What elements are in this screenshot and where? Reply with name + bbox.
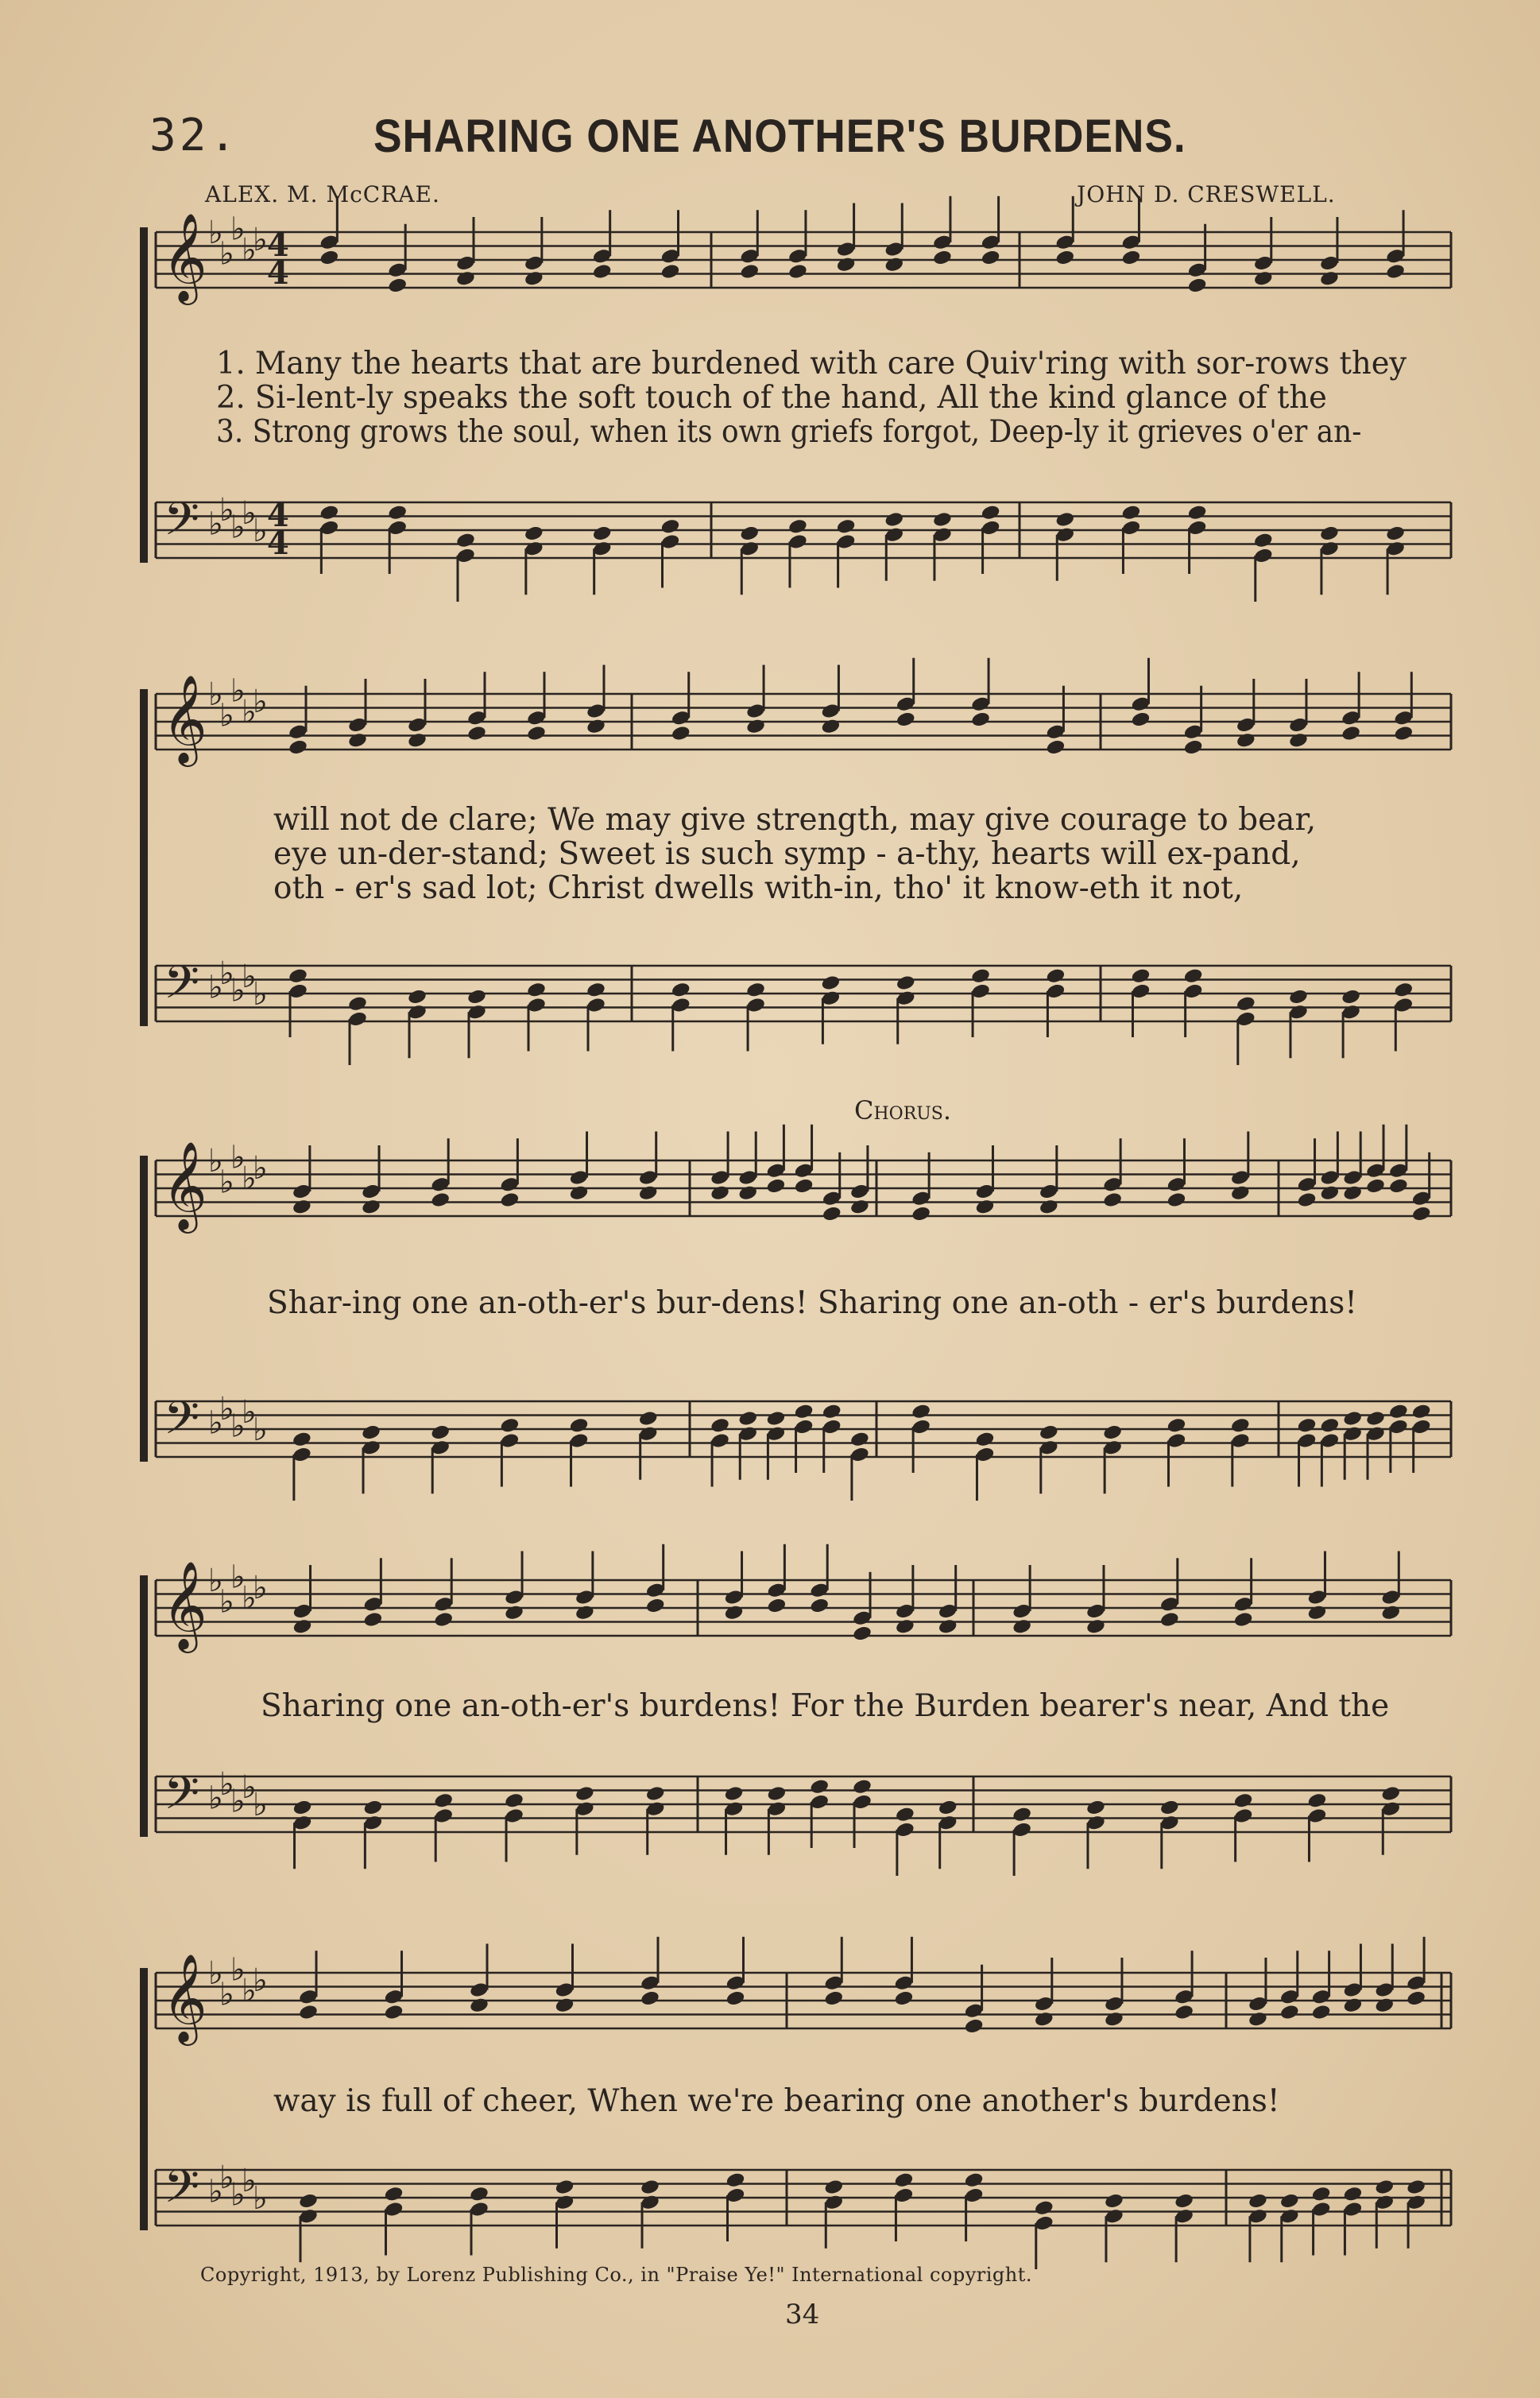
note-head <box>361 1198 381 1215</box>
bass-clef-icon: 𝄢 <box>164 955 200 1021</box>
system-brace <box>140 227 148 563</box>
note-head <box>726 1989 746 2007</box>
lyric-verse-1-line-2: will not de clare; We may give strength, may give courage to bear, <box>273 802 1317 838</box>
lyric-verse-1-line-1: 1. Many the hearts that are burdened with care Quiv'ring with sor-rows they <box>216 346 1407 382</box>
note-head <box>975 1198 996 1215</box>
note-head <box>911 1205 931 1222</box>
flat-sign-icon: ♭ <box>208 1779 223 1817</box>
system-brace <box>140 1156 148 1462</box>
note-head <box>1248 2192 1268 2210</box>
note-head <box>1187 504 1208 521</box>
note-head <box>362 1611 383 1629</box>
note-head <box>849 1431 870 1448</box>
note-head <box>1388 1177 1409 1195</box>
note-head <box>298 2192 319 2210</box>
note-head <box>1085 1617 1106 1635</box>
note-head <box>794 1403 814 1420</box>
note-head <box>894 1989 915 2007</box>
note-head <box>836 517 857 535</box>
note-head <box>1385 525 1406 542</box>
note-head <box>895 1617 915 1635</box>
note-head <box>430 1191 451 1209</box>
note-head <box>1411 1403 1432 1420</box>
note-head <box>361 1424 381 1441</box>
note-head <box>1343 2185 1364 2202</box>
treble-clef-icon: 𝄞 <box>162 1560 207 1649</box>
note-head <box>1297 1191 1318 1209</box>
note-head <box>586 718 606 735</box>
treble-clef-icon: 𝄞 <box>162 674 207 763</box>
hymn-title: SHARING ONE ANOTHER'S BURDENS. <box>373 110 1186 162</box>
time-signature: 4 <box>267 254 289 292</box>
note-head <box>319 249 339 266</box>
note-head <box>1393 981 1414 998</box>
note-head <box>575 1604 595 1621</box>
flat-sign-icon: ♭ <box>208 1562 223 1599</box>
note-head <box>466 988 487 1005</box>
note-head <box>787 517 808 535</box>
note-head <box>745 718 766 735</box>
note-head <box>1374 2179 1395 2196</box>
note-head <box>895 1806 915 1823</box>
note-head <box>526 981 547 998</box>
flat-sign-icon: ♭ <box>242 494 257 533</box>
flat-sign-icon: ♭ <box>230 2175 246 2214</box>
note-head <box>292 1431 312 1448</box>
note-head <box>1319 1416 1340 1434</box>
note-head <box>1319 269 1340 287</box>
note-head <box>896 974 916 992</box>
note-head <box>575 1785 595 1803</box>
note-head <box>1236 731 1256 749</box>
system-brace <box>140 1575 148 1837</box>
note-head <box>1012 1806 1032 1823</box>
note-head <box>809 1778 830 1796</box>
flat-sign-icon: ♭ <box>253 1786 268 1823</box>
note-head <box>407 731 428 749</box>
note-head <box>1174 2004 1194 2021</box>
note-head <box>938 1617 958 1635</box>
note-head <box>319 504 339 521</box>
note-head <box>724 1604 745 1621</box>
note-head <box>932 511 953 529</box>
flat-sign-icon: ♭ <box>253 975 268 1013</box>
flat-sign-icon: ♭ <box>219 1583 234 1621</box>
note-head <box>896 711 916 728</box>
note-head <box>1374 1997 1395 2014</box>
flat-sign-icon: ♭ <box>230 971 246 1009</box>
flat-sign-icon: ♭ <box>230 210 246 248</box>
composer-credit: JOHN D. CRESWELL. <box>1077 181 1336 207</box>
note-head <box>964 2171 985 2189</box>
note-head <box>975 1431 996 1448</box>
note-head <box>1183 738 1204 756</box>
lyric-chorus-line-3: way is full of cheer, When we're bearing one another's burdens! <box>273 2083 1280 2119</box>
flat-sign-icon: ♭ <box>242 1971 257 2009</box>
lyricist-credit: ALEX. M. McCRAE. <box>205 181 440 207</box>
note-head <box>766 1597 787 1614</box>
note-head <box>1288 988 1309 1005</box>
note-head <box>1342 1410 1363 1428</box>
note-head <box>1054 511 1075 529</box>
treble-clef-icon: 𝄞 <box>162 1141 207 1230</box>
flat-sign-icon: ♭ <box>230 1782 246 1820</box>
note-head <box>384 2004 404 2021</box>
note-head <box>849 1198 870 1215</box>
flat-sign-icon: ♭ <box>253 2179 268 2217</box>
note-head <box>1253 532 1274 549</box>
note-head <box>1365 1177 1386 1195</box>
note-head <box>645 1785 666 1803</box>
flat-sign-icon: ♭ <box>208 1954 223 1992</box>
note-head <box>1131 711 1151 728</box>
note-head <box>569 1184 590 1202</box>
note-head <box>433 1611 454 1629</box>
note-head <box>638 1184 659 1202</box>
note-head <box>660 263 681 281</box>
note-head <box>1248 2010 1268 2028</box>
note-head <box>836 256 857 273</box>
flat-sign-icon: ♭ <box>219 954 234 992</box>
flat-sign-icon: ♭ <box>219 696 234 734</box>
note-head <box>526 725 547 742</box>
note-head <box>1034 2199 1054 2217</box>
note-head <box>1311 2004 1332 2021</box>
note-head <box>347 995 368 1013</box>
note-head <box>766 1785 787 1803</box>
note-head <box>1167 1191 1187 1209</box>
note-head <box>1233 1611 1254 1629</box>
note-head <box>852 1778 873 1796</box>
note-head <box>1174 2192 1194 2210</box>
flat-sign-icon: ♭ <box>242 958 257 996</box>
flat-sign-icon: ♭ <box>208 2172 223 2210</box>
note-head <box>1279 2192 1300 2210</box>
note-head <box>1183 967 1204 985</box>
note-head <box>884 511 904 529</box>
lyric-verse-2-line-2: eye un-der-stand; Sweet is such symp - a-thy, hearts will ex-pand, <box>273 836 1301 872</box>
flat-sign-icon: ♭ <box>219 1975 234 2013</box>
note-head <box>852 1625 873 1642</box>
note-head <box>671 981 691 998</box>
flat-sign-icon: ♭ <box>208 676 223 713</box>
system-brace <box>140 1968 148 2230</box>
note-head <box>739 525 760 542</box>
note-head <box>1159 1611 1180 1629</box>
note-head <box>1012 1617 1032 1635</box>
flat-sign-icon: ♭ <box>230 1407 246 1445</box>
note-head <box>384 2185 404 2202</box>
note-head <box>1406 2179 1426 2196</box>
note-head <box>1319 1184 1340 1202</box>
lyric-chorus-line-1: Shar-ing one an-oth-er's bur-dens! Sharing one an-oth - er's burdens! <box>267 1285 1357 1321</box>
flat-sign-icon: ♭ <box>219 1163 234 1201</box>
note-head <box>1380 1785 1401 1803</box>
note-head <box>645 1597 666 1614</box>
note-head <box>1230 1184 1251 1202</box>
flat-sign-icon: ♭ <box>230 508 246 546</box>
note-head <box>1297 1416 1318 1434</box>
note-head <box>1085 1799 1106 1816</box>
flat-sign-icon: ♭ <box>219 234 234 273</box>
time-signature: 4 <box>267 497 289 534</box>
note-head <box>884 256 904 273</box>
note-head <box>1385 263 1406 281</box>
note-head <box>1380 1604 1401 1621</box>
note-head <box>1131 967 1151 985</box>
lyric-chorus-line-2: Sharing one an-oth-er's burdens! For the Burden bearer's near, And the <box>261 1688 1390 1724</box>
flat-sign-icon: ♭ <box>230 1558 246 1596</box>
flat-sign-icon: ♭ <box>230 1138 246 1176</box>
note-head <box>586 981 606 998</box>
flat-sign-icon: ♭ <box>253 682 268 720</box>
note-head <box>739 263 760 281</box>
note-head <box>504 1604 524 1621</box>
note-head <box>911 1403 931 1420</box>
note-head <box>809 1597 830 1614</box>
note-head <box>499 1416 520 1434</box>
note-head <box>288 738 308 756</box>
note-head <box>499 1191 520 1209</box>
note-head <box>1167 1416 1187 1434</box>
note-head <box>932 249 953 266</box>
note-head <box>292 1617 313 1635</box>
note-head <box>1342 1184 1363 1202</box>
note-head <box>1233 1792 1254 1809</box>
time-signature: 4 <box>267 525 289 562</box>
flat-sign-icon: ♭ <box>242 2162 257 2200</box>
note-head <box>1102 1424 1123 1441</box>
flat-sign-icon: ♭ <box>253 1411 268 1448</box>
note-head <box>1121 504 1142 521</box>
bass-clef-icon: 𝄢 <box>164 1391 200 1456</box>
note-head <box>1121 249 1142 266</box>
note-head <box>1307 1792 1328 1809</box>
flat-sign-icon: ♭ <box>219 2158 234 2196</box>
note-head <box>894 2171 915 2189</box>
note-head <box>1045 967 1066 985</box>
note-head <box>765 1410 786 1428</box>
note-head <box>820 718 841 735</box>
note-head <box>822 1205 842 1222</box>
system-brace <box>140 689 148 1026</box>
note-head <box>640 2179 660 2196</box>
note-head <box>555 2179 575 2196</box>
flat-sign-icon: ♭ <box>219 1765 234 1803</box>
note-head <box>794 1177 814 1195</box>
note-head <box>466 725 487 742</box>
note-head <box>455 532 476 549</box>
note-head <box>362 1799 383 1816</box>
note-head <box>820 974 841 992</box>
copyright-notice: Copyright, 1913, by Lorenz Publishing Co., in "Praise Ye!" International copyright. <box>200 2264 1033 2286</box>
note-head <box>1307 1604 1328 1621</box>
note-head <box>964 2017 985 2035</box>
note-head <box>347 731 368 749</box>
note-head <box>1034 2010 1054 2028</box>
flat-sign-icon: ♭ <box>253 512 268 549</box>
note-head <box>970 967 991 985</box>
flat-sign-icon: ♭ <box>219 490 234 529</box>
note-head <box>1039 1198 1059 1215</box>
note-head <box>724 1785 745 1803</box>
treble-clef-icon: 𝄞 <box>162 1953 207 2042</box>
note-head <box>1365 1410 1386 1428</box>
flat-sign-icon: ♭ <box>208 968 223 1006</box>
flat-sign-icon: ♭ <box>219 1389 234 1428</box>
note-head <box>292 1198 312 1215</box>
note-head <box>640 1989 660 2007</box>
note-head <box>592 525 613 542</box>
note-head <box>1102 1191 1123 1209</box>
flat-sign-icon: ♭ <box>230 1951 246 1989</box>
note-head <box>1279 2004 1300 2021</box>
note-head <box>660 517 681 535</box>
note-head <box>1388 1403 1409 1420</box>
note-head <box>1393 725 1414 742</box>
note-head <box>430 1424 451 1441</box>
note-head <box>1236 995 1256 1013</box>
note-head <box>1288 731 1309 749</box>
chorus-label: Chorus. <box>854 1095 952 1125</box>
flat-sign-icon: ♭ <box>208 505 223 543</box>
note-head <box>1319 525 1340 542</box>
note-head <box>433 1792 454 1809</box>
note-head <box>1039 1424 1059 1441</box>
note-head <box>710 1184 730 1202</box>
note-head <box>292 1799 313 1816</box>
note-head <box>1230 1416 1251 1434</box>
note-head <box>765 1177 786 1195</box>
note-head <box>1341 988 1361 1005</box>
flat-sign-icon: ♭ <box>253 1149 268 1187</box>
note-head <box>387 277 408 294</box>
flat-sign-icon: ♭ <box>242 692 257 730</box>
hymn-number: 32. <box>149 110 240 161</box>
flat-sign-icon: ♭ <box>253 220 268 258</box>
note-head <box>737 1184 758 1202</box>
note-head <box>524 269 544 287</box>
lyric-verse-2-line-1: 2. Si-lent-ly speaks the soft touch of the hand, All the kind glance of the <box>216 380 1327 416</box>
note-head <box>981 504 1001 521</box>
page-number: 34 <box>785 2299 820 2330</box>
note-head <box>823 1989 844 2007</box>
note-head <box>1104 2010 1124 2028</box>
note-head <box>787 263 808 281</box>
time-signature: 4 <box>267 227 289 264</box>
flat-sign-icon: ♭ <box>242 1393 257 1431</box>
note-head <box>1341 725 1361 742</box>
flat-sign-icon: ♭ <box>242 231 257 269</box>
bass-clef-icon: 𝄢 <box>164 1766 200 1831</box>
note-head <box>938 1799 958 1816</box>
note-head <box>1343 1997 1364 2014</box>
treble-clef-icon: 𝄞 <box>162 212 207 301</box>
note-head <box>726 2171 746 2189</box>
bass-clef-icon: 𝄢 <box>164 2160 200 2225</box>
note-head <box>1104 2192 1124 2210</box>
note-head <box>455 269 476 287</box>
note-head <box>298 2004 319 2021</box>
note-head <box>1411 1205 1432 1222</box>
note-head <box>1045 738 1066 756</box>
flat-sign-icon: ♭ <box>253 1568 268 1606</box>
flat-sign-icon: ♭ <box>208 1142 223 1180</box>
flat-sign-icon: ♭ <box>242 1768 257 1807</box>
note-head <box>1054 249 1075 266</box>
lyric-verse-3-line-2: oth - er's sad lot; Christ dwells with-in, tho' it know-eth it not, <box>273 870 1244 906</box>
lyric-verse-3-line-1: 3. Strong grows the soul, when its own griefs forgot, Deep-ly it grieves o'er an- <box>216 414 1362 450</box>
note-head <box>569 1416 590 1434</box>
note-head <box>387 504 408 521</box>
note-head <box>638 1410 659 1428</box>
flat-sign-icon: ♭ <box>208 1404 223 1442</box>
note-head <box>823 2179 844 2196</box>
note-head <box>822 1403 842 1420</box>
note-head <box>504 1792 524 1809</box>
note-head <box>1406 1989 1426 2007</box>
note-head <box>1159 1799 1180 1816</box>
note-head <box>555 1997 575 2014</box>
note-head <box>737 1410 758 1428</box>
note-head <box>469 1997 489 2014</box>
flat-sign-icon: ♭ <box>230 672 246 710</box>
note-head <box>407 988 428 1005</box>
flat-sign-icon: ♭ <box>208 214 223 251</box>
bass-clef-icon: 𝄢 <box>164 492 200 557</box>
note-head <box>970 711 991 728</box>
note-head <box>1187 277 1208 294</box>
note-head <box>710 1416 730 1434</box>
note-head <box>592 263 613 281</box>
note-head <box>745 981 766 998</box>
flat-sign-icon: ♭ <box>253 1961 268 1999</box>
note-head <box>981 249 1001 266</box>
note-head <box>524 525 544 542</box>
note-head <box>288 967 308 985</box>
flat-sign-icon: ♭ <box>242 1159 257 1197</box>
flat-sign-icon: ♭ <box>242 1579 257 1617</box>
note-head <box>671 725 691 742</box>
note-head <box>1253 269 1274 287</box>
note-head <box>469 2185 489 2202</box>
note-head <box>1311 2185 1332 2202</box>
